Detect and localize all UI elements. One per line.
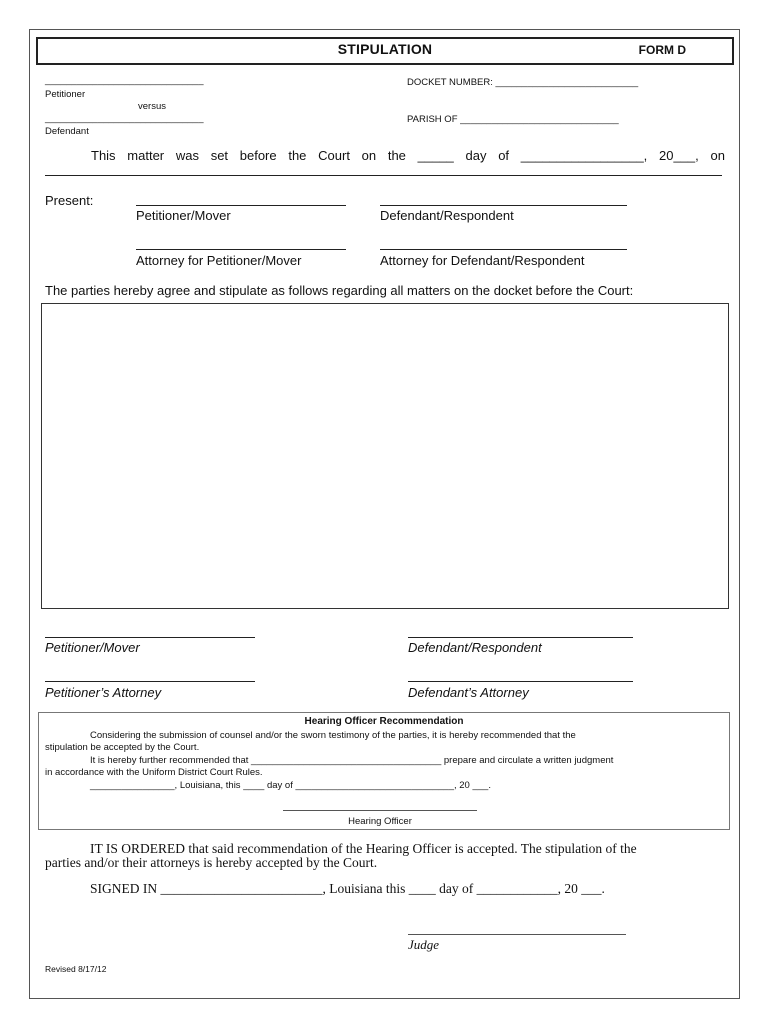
parish-field[interactable]: PARISH OF ______________________________ [407, 114, 619, 125]
hearing-officer-signature-line[interactable] [283, 810, 477, 811]
present-label: Present: [45, 193, 94, 208]
present-defendant-label: Defendant/Respondent [380, 208, 514, 223]
sig-defendant-attorney-label: Defendant’s Attorney [408, 685, 529, 700]
petitioner-label: Petitioner [45, 89, 86, 100]
sig-defendant-label: Defendant/Respondent [408, 640, 542, 655]
intro-word[interactable]: _____ [417, 148, 454, 163]
signed-in-line[interactable]: SIGNED IN ________________________, Louisiana this ____ day of ____________, 20 ___. [90, 881, 605, 896]
hearing-officer-recommendation-box [38, 712, 730, 830]
present-attorney-defendant-label: Attorney for Defendant/Respondent [380, 253, 585, 268]
petitioner-attorney-signature-line[interactable] [45, 681, 255, 682]
sig-petitioner-attorney-label: Petitioner’s Attorney [45, 685, 162, 700]
docket-number-field[interactable]: DOCKET NUMBER: ___________________________ [407, 77, 639, 88]
defendant-respondent-signature-line[interactable] [380, 205, 627, 206]
revision-date: Revised 8/17/12 [45, 964, 107, 974]
petitioner-signature-line[interactable] [45, 637, 255, 638]
intro-sentence [91, 148, 725, 163]
defendant-signature-line[interactable] [408, 637, 633, 638]
recommendation-date-line[interactable]: ________________, Louisiana, this ____ day of ______________________________, 20 ___. [90, 780, 491, 791]
intro-word: the [288, 148, 307, 163]
intro-word: on [710, 148, 725, 163]
form-id-label: FORM D [638, 43, 686, 57]
intro-word: Court [318, 148, 350, 163]
recommendation-heading: Hearing Officer Recommendation [304, 716, 464, 727]
intro-word: set [210, 148, 229, 163]
defendant-name-field[interactable]: ______________________________ [45, 113, 204, 124]
present-petitioner-label: Petitioner/Mover [136, 208, 231, 223]
stipulation-text-area[interactable] [41, 303, 729, 609]
judge-signature-line[interactable] [408, 934, 626, 935]
intro-word: day [465, 148, 487, 163]
intro-word[interactable]: _________________, [520, 148, 648, 163]
intro-word: This [91, 148, 116, 163]
sig-petitioner-label: Petitioner/Mover [45, 640, 140, 655]
recommendation-para1-line2: stipulation be accepted by the Court. [45, 742, 200, 753]
defendant-attorney-signature-line[interactable] [408, 681, 633, 682]
attorney-defendant-signature-line[interactable] [380, 249, 627, 250]
intro-word: before [239, 148, 277, 163]
judge-label: Judge [408, 937, 440, 952]
intro-continuation-line[interactable] [45, 175, 722, 176]
attorney-petitioner-signature-line[interactable] [136, 249, 346, 250]
intro-word[interactable]: 20___, [659, 148, 699, 163]
present-attorney-petitioner-label: Attorney for Petitioner/Mover [136, 253, 302, 268]
intro-word: of [498, 148, 510, 163]
petitioner-mover-signature-line[interactable] [136, 205, 346, 206]
recommendation-para2-line1[interactable]: It is hereby further recommended that ____________________________________ prepare and circulate a written judgment [90, 755, 614, 766]
form-title: STIPULATION [337, 41, 433, 57]
intro-word: the [387, 148, 406, 163]
recommendation-para1-line1: Considering the submission of counsel and/or the sworn testimony of the parties, it is hereby recommended that the [90, 730, 576, 741]
intro-word: matter [127, 148, 165, 163]
intro-word: was [175, 148, 199, 163]
hearing-officer-label: Hearing Officer [348, 816, 412, 827]
title-bar [36, 37, 734, 65]
intro-word: on [361, 148, 377, 163]
petitioner-name-field[interactable]: ______________________________ [45, 75, 204, 86]
recommendation-para2-line2: in accordance with the Uniform District Court Rules. [45, 767, 263, 778]
agreement-statement: The parties hereby agree and stipulate as follows regarding all matters on the docket before the Court: [45, 283, 634, 298]
order-line2: parties and/or their attorneys is hereby accepted by the Court. [45, 855, 378, 870]
defendant-label: Defendant [45, 126, 89, 137]
versus-label: versus [138, 101, 166, 112]
order-line1: IT IS ORDERED that said recommendation of the Hearing Officer is accepted. The stipulation of the [90, 841, 637, 856]
